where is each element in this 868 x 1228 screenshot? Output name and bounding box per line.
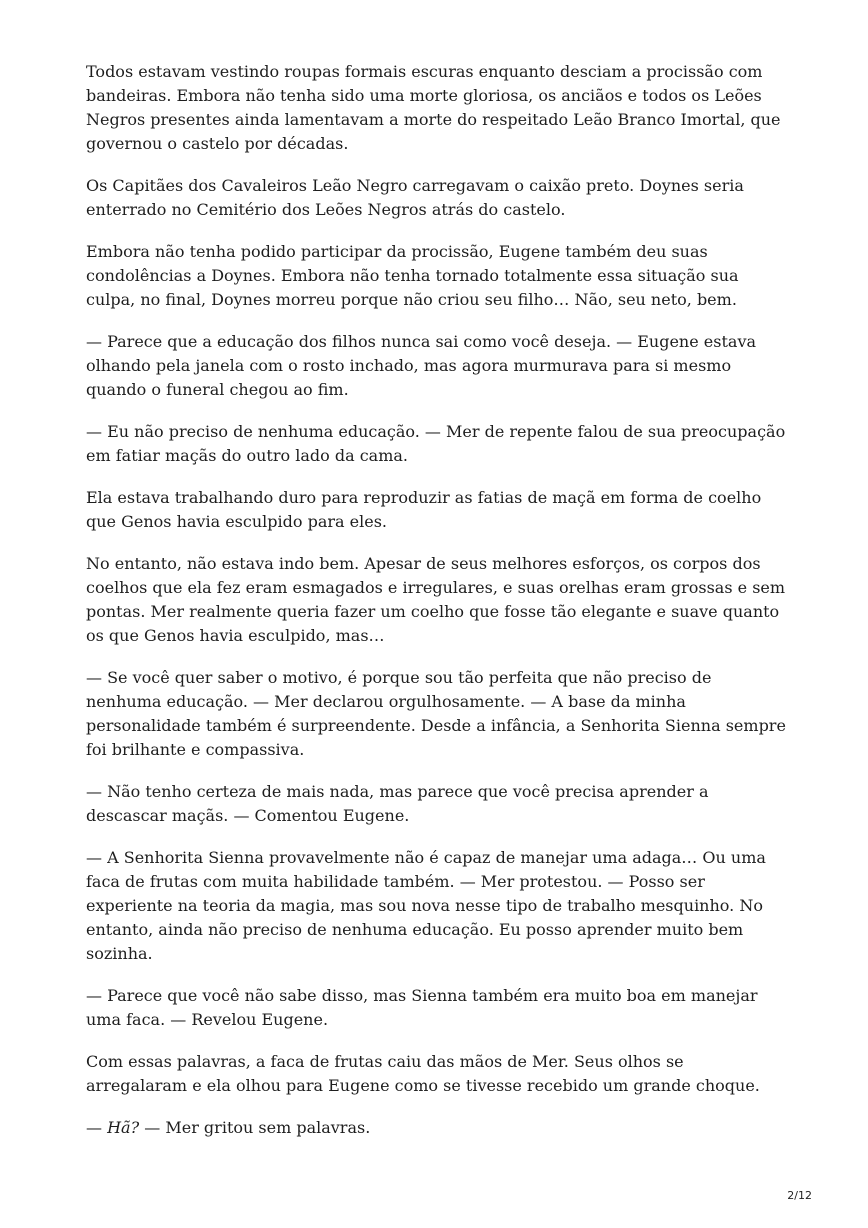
paragraph: Os Capitães dos Cavaleiros Leão Negro carregavam o caixão preto. Doynes seria enterrado no Cemitério dos Leões Negros atrás do castelo.	[86, 176, 744, 219]
paragraph: No entanto, não estava indo bem. Apesar de seus melhores esforços, os corpos dos coelhos que ela fez eram esmagados e irregulares, e suas orelhas eram grossas e sem pontas. Mer realmente queria fazer um coelho que fosse tão elegante e suave quanto os que Genos havia esculpido, mas…	[86, 554, 786, 645]
dialogue-tag: — Mer gritou sem palavras.	[139, 1118, 371, 1137]
paragraph: Embora não tenha podido participar da procissão, Eugene também deu suas condolências a Doynes. Embora não tenha tornado totalmente essa situação sua culpa, no final, Doynes morreu porque não criou seu filho… Não, seu neto, bem.	[86, 242, 739, 309]
paragraph: — Parece que você não sabe disso, mas Sienna também era muito boa em manejar uma faca. — Revelou Eugene.	[86, 986, 758, 1029]
paragraph: — Se você quer saber o motivo, é porque sou tão perfeita que não preciso de nenhuma educação. — Mer declarou orgulhosamente. — A base da minha personalidade também é surpreendente. Desde a infância, a Senhorita Sienna sempre foi brilhante e compassiva.	[86, 668, 786, 759]
italic-exclamation: Hã?	[107, 1118, 140, 1137]
paragraph: Com essas palavras, a faca de frutas caiu das mãos de Mer. Seus olhos se arregalaram e ela olhou para Eugene como se tivesse recebido um grande choque.	[86, 1052, 760, 1095]
paragraph: — Não tenho certeza de mais nada, mas parece que você precisa aprender a descascar maçãs. — Comentou Eugene.	[86, 782, 709, 825]
paragraph: — Parece que a educação dos filhos nunca sai como você deseja. — Eugene estava olhando pela janela com o rosto inchado, mas agora murmurava para si mesmo quando o funeral chegou ao fim.	[86, 332, 757, 399]
page-number: 2/12	[787, 1189, 812, 1202]
document-body	[86, 60, 786, 1158]
paragraph: — A Senhorita Sienna provavelmente não é capaz de manejar uma adaga… Ou uma faca de frutas com muita habilidade também. — Mer protestou. — Posso ser experiente na teoria da magia, mas sou nova nesse tipo de trabalho mesquinho. No entanto, ainda não preciso de nenhuma educação. Eu posso aprender muito bem sozinha.	[86, 848, 766, 963]
paragraph: Ela estava trabalhando duro para reproduzir as fatias de maçã em forma de coelho que Genos havia esculpido para eles.	[86, 488, 762, 531]
dialogue-dash: —	[86, 1118, 108, 1137]
paragraph: Todos estavam vestindo roupas formais escuras enquanto desciam a procissão com bandeiras. Embora não tenha sido uma morte gloriosa, os anciãos e todos os Leões Negros presentes ainda lamentavam a morte do respeitado Leão Branco Imortal, que governou o castelo por décadas.	[86, 62, 781, 153]
paragraph: — Eu não preciso de nenhuma educação. — Mer de repente falou de sua preocupação em fatiar maçãs do outro lado da cama.	[86, 422, 786, 465]
paragraph-last	[86, 1116, 786, 1140]
